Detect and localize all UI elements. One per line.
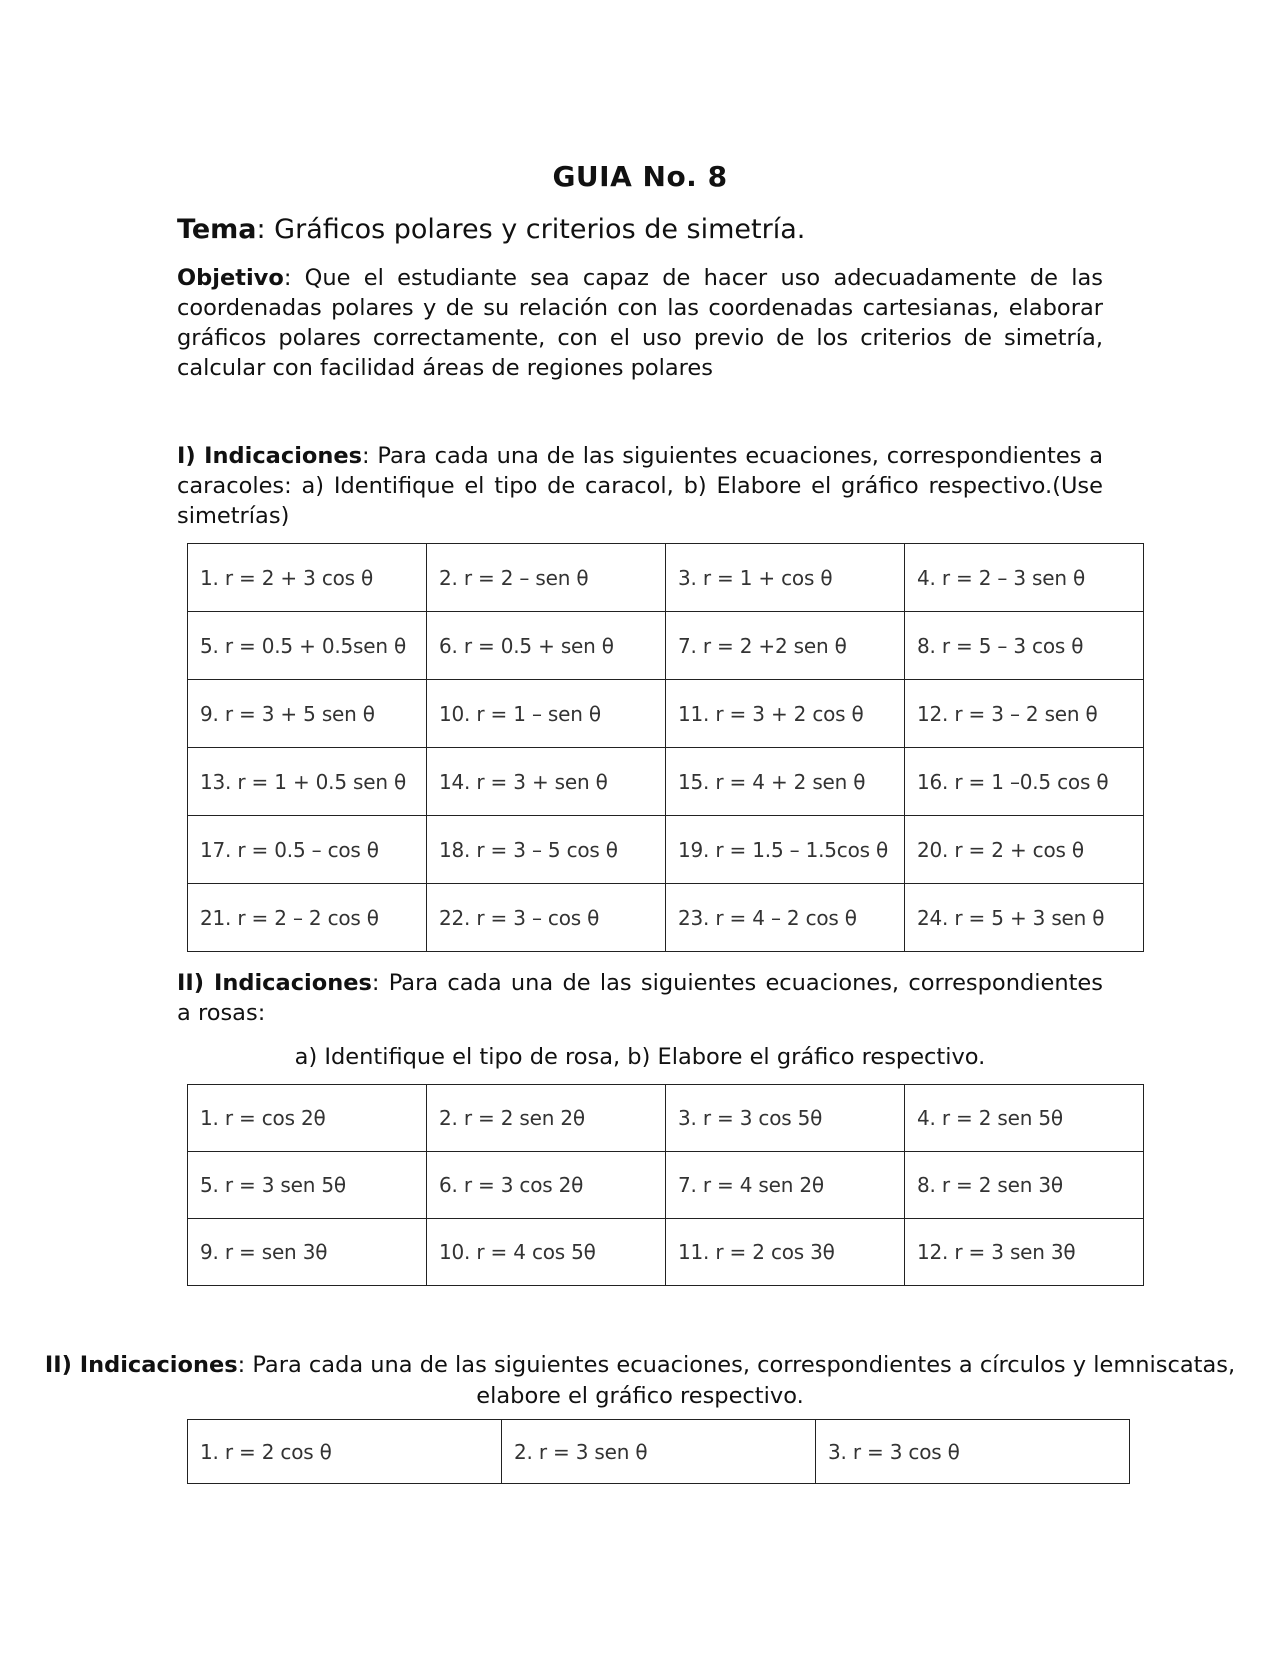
equation-cell: 18. r = 3 – 5 cos θ — [427, 816, 666, 884]
section2-subinstructions: a) Identifique el tipo de rosa, b) Elabore el gráfico respectivo. — [294, 1044, 986, 1070]
equation-cell: 1. r = cos 2θ — [188, 1085, 427, 1152]
equation-cell: 8. r = 2 sen 3θ — [905, 1152, 1144, 1219]
rosas-table — [187, 1084, 1144, 1286]
tema-line — [177, 214, 805, 245]
equation-cell: 6. r = 3 cos 2θ — [427, 1152, 666, 1219]
section2-text: : Para cada una de las siguientes ecuaciones, correspondientes a rosas: — [177, 970, 1103, 1026]
equation-cell: 24. r = 5 + 3 sen θ — [905, 884, 1144, 952]
table-row — [188, 1219, 1144, 1286]
caracoles-table — [187, 543, 1144, 952]
equation-cell: 4. r = 2 – 3 sen θ — [905, 544, 1144, 612]
objetivo-paragraph — [177, 263, 1103, 383]
section2-instructions — [177, 968, 1103, 1028]
equation-cell: 12. r = 3 sen 3θ — [905, 1219, 1144, 1286]
equation-cell: 19. r = 1.5 – 1.5cos θ — [666, 816, 905, 884]
equation-cell: 5. r = 0.5 + 0.5sen θ — [188, 612, 427, 680]
table-row — [188, 612, 1144, 680]
equation-cell: 1. r = 2 cos θ — [188, 1420, 502, 1484]
equation-cell: 3. r = 3 cos 5θ — [666, 1085, 905, 1152]
objetivo-text: : Que el estudiante sea capaz de hacer uso adecuadamente de las coordenadas polares y de su relación con las coordenadas cartesianas, elaborar gráficos polares correctamente, con el uso previo de los criterios de simetría, calcular con facilidad áreas de regiones polares — [177, 265, 1103, 381]
section1-label: I) Indicaciones — [177, 443, 363, 469]
equation-cell: 7. r = 2 +2 sen θ — [666, 612, 905, 680]
equation-cell: 1. r = 2 + 3 cos θ — [188, 544, 427, 612]
equation-cell: 15. r = 4 + 2 sen θ — [666, 748, 905, 816]
equation-cell: 10. r = 1 – sen θ — [427, 680, 666, 748]
page-title: GUIA No. 8 — [552, 160, 728, 193]
circulos-table — [187, 1419, 1130, 1484]
equation-cell: 14. r = 3 + sen θ — [427, 748, 666, 816]
table-row — [188, 816, 1144, 884]
table-row — [188, 680, 1144, 748]
equation-cell: 13. r = 1 + 0.5 sen θ — [188, 748, 427, 816]
equation-cell: 3. r = 1 + cos θ — [666, 544, 905, 612]
section1-text: : Para cada una de las siguientes ecuaciones, correspondientes a caracoles: a) Identifique el tipo de caracol, b) Elabore el gráfico respectivo.(Use simetrías) — [177, 443, 1103, 529]
equation-cell: 8. r = 5 – 3 cos θ — [905, 612, 1144, 680]
table-row — [188, 544, 1144, 612]
table-row — [188, 884, 1144, 952]
table-row — [188, 1420, 1130, 1484]
table-row — [188, 1152, 1144, 1219]
equation-cell: 3. r = 3 cos θ — [816, 1420, 1130, 1484]
equation-cell: 5. r = 3 sen 5θ — [188, 1152, 427, 1219]
section3-text: : Para cada una de las siguientes ecuaciones, correspondientes a círculos y lemniscatas, elabore el gráfico respectivo. — [237, 1352, 1236, 1409]
equation-cell: 11. r = 2 cos 3θ — [666, 1219, 905, 1286]
equation-cell: 2. r = 3 sen θ — [502, 1420, 816, 1484]
section2-label: II) Indicaciones — [177, 970, 372, 996]
table-row — [188, 1085, 1144, 1152]
tema-text: : Gráficos polares y criterios de simetría. — [256, 214, 806, 245]
equation-cell: 6. r = 0.5 + sen θ — [427, 612, 666, 680]
equation-cell: 7. r = 4 sen 2θ — [666, 1152, 905, 1219]
section3-label: II) Indicaciones — [44, 1352, 238, 1378]
equation-cell: 4. r = 2 sen 5θ — [905, 1085, 1144, 1152]
table-row — [188, 748, 1144, 816]
section1-instructions — [177, 441, 1103, 531]
equation-cell: 2. r = 2 sen 2θ — [427, 1085, 666, 1152]
equation-cell: 11. r = 3 + 2 cos θ — [666, 680, 905, 748]
equation-cell: 17. r = 0.5 – cos θ — [188, 816, 427, 884]
equation-cell: 12. r = 3 – 2 sen θ — [905, 680, 1144, 748]
equation-cell: 20. r = 2 + cos θ — [905, 816, 1144, 884]
equation-cell: 9. r = sen 3θ — [188, 1219, 427, 1286]
equation-cell: 23. r = 4 – 2 cos θ — [666, 884, 905, 952]
equation-cell: 2. r = 2 – sen θ — [427, 544, 666, 612]
equation-cell: 21. r = 2 – 2 cos θ — [188, 884, 427, 952]
equation-cell: 22. r = 3 – cos θ — [427, 884, 666, 952]
tema-label: Tema — [177, 214, 257, 245]
equation-cell: 10. r = 4 cos 5θ — [427, 1219, 666, 1286]
equation-cell: 9. r = 3 + 5 sen θ — [188, 680, 427, 748]
objetivo-label: Objetivo — [177, 265, 284, 291]
equation-cell: 16. r = 1 –0.5 cos θ — [905, 748, 1144, 816]
section3-instructions — [0, 1350, 1280, 1412]
